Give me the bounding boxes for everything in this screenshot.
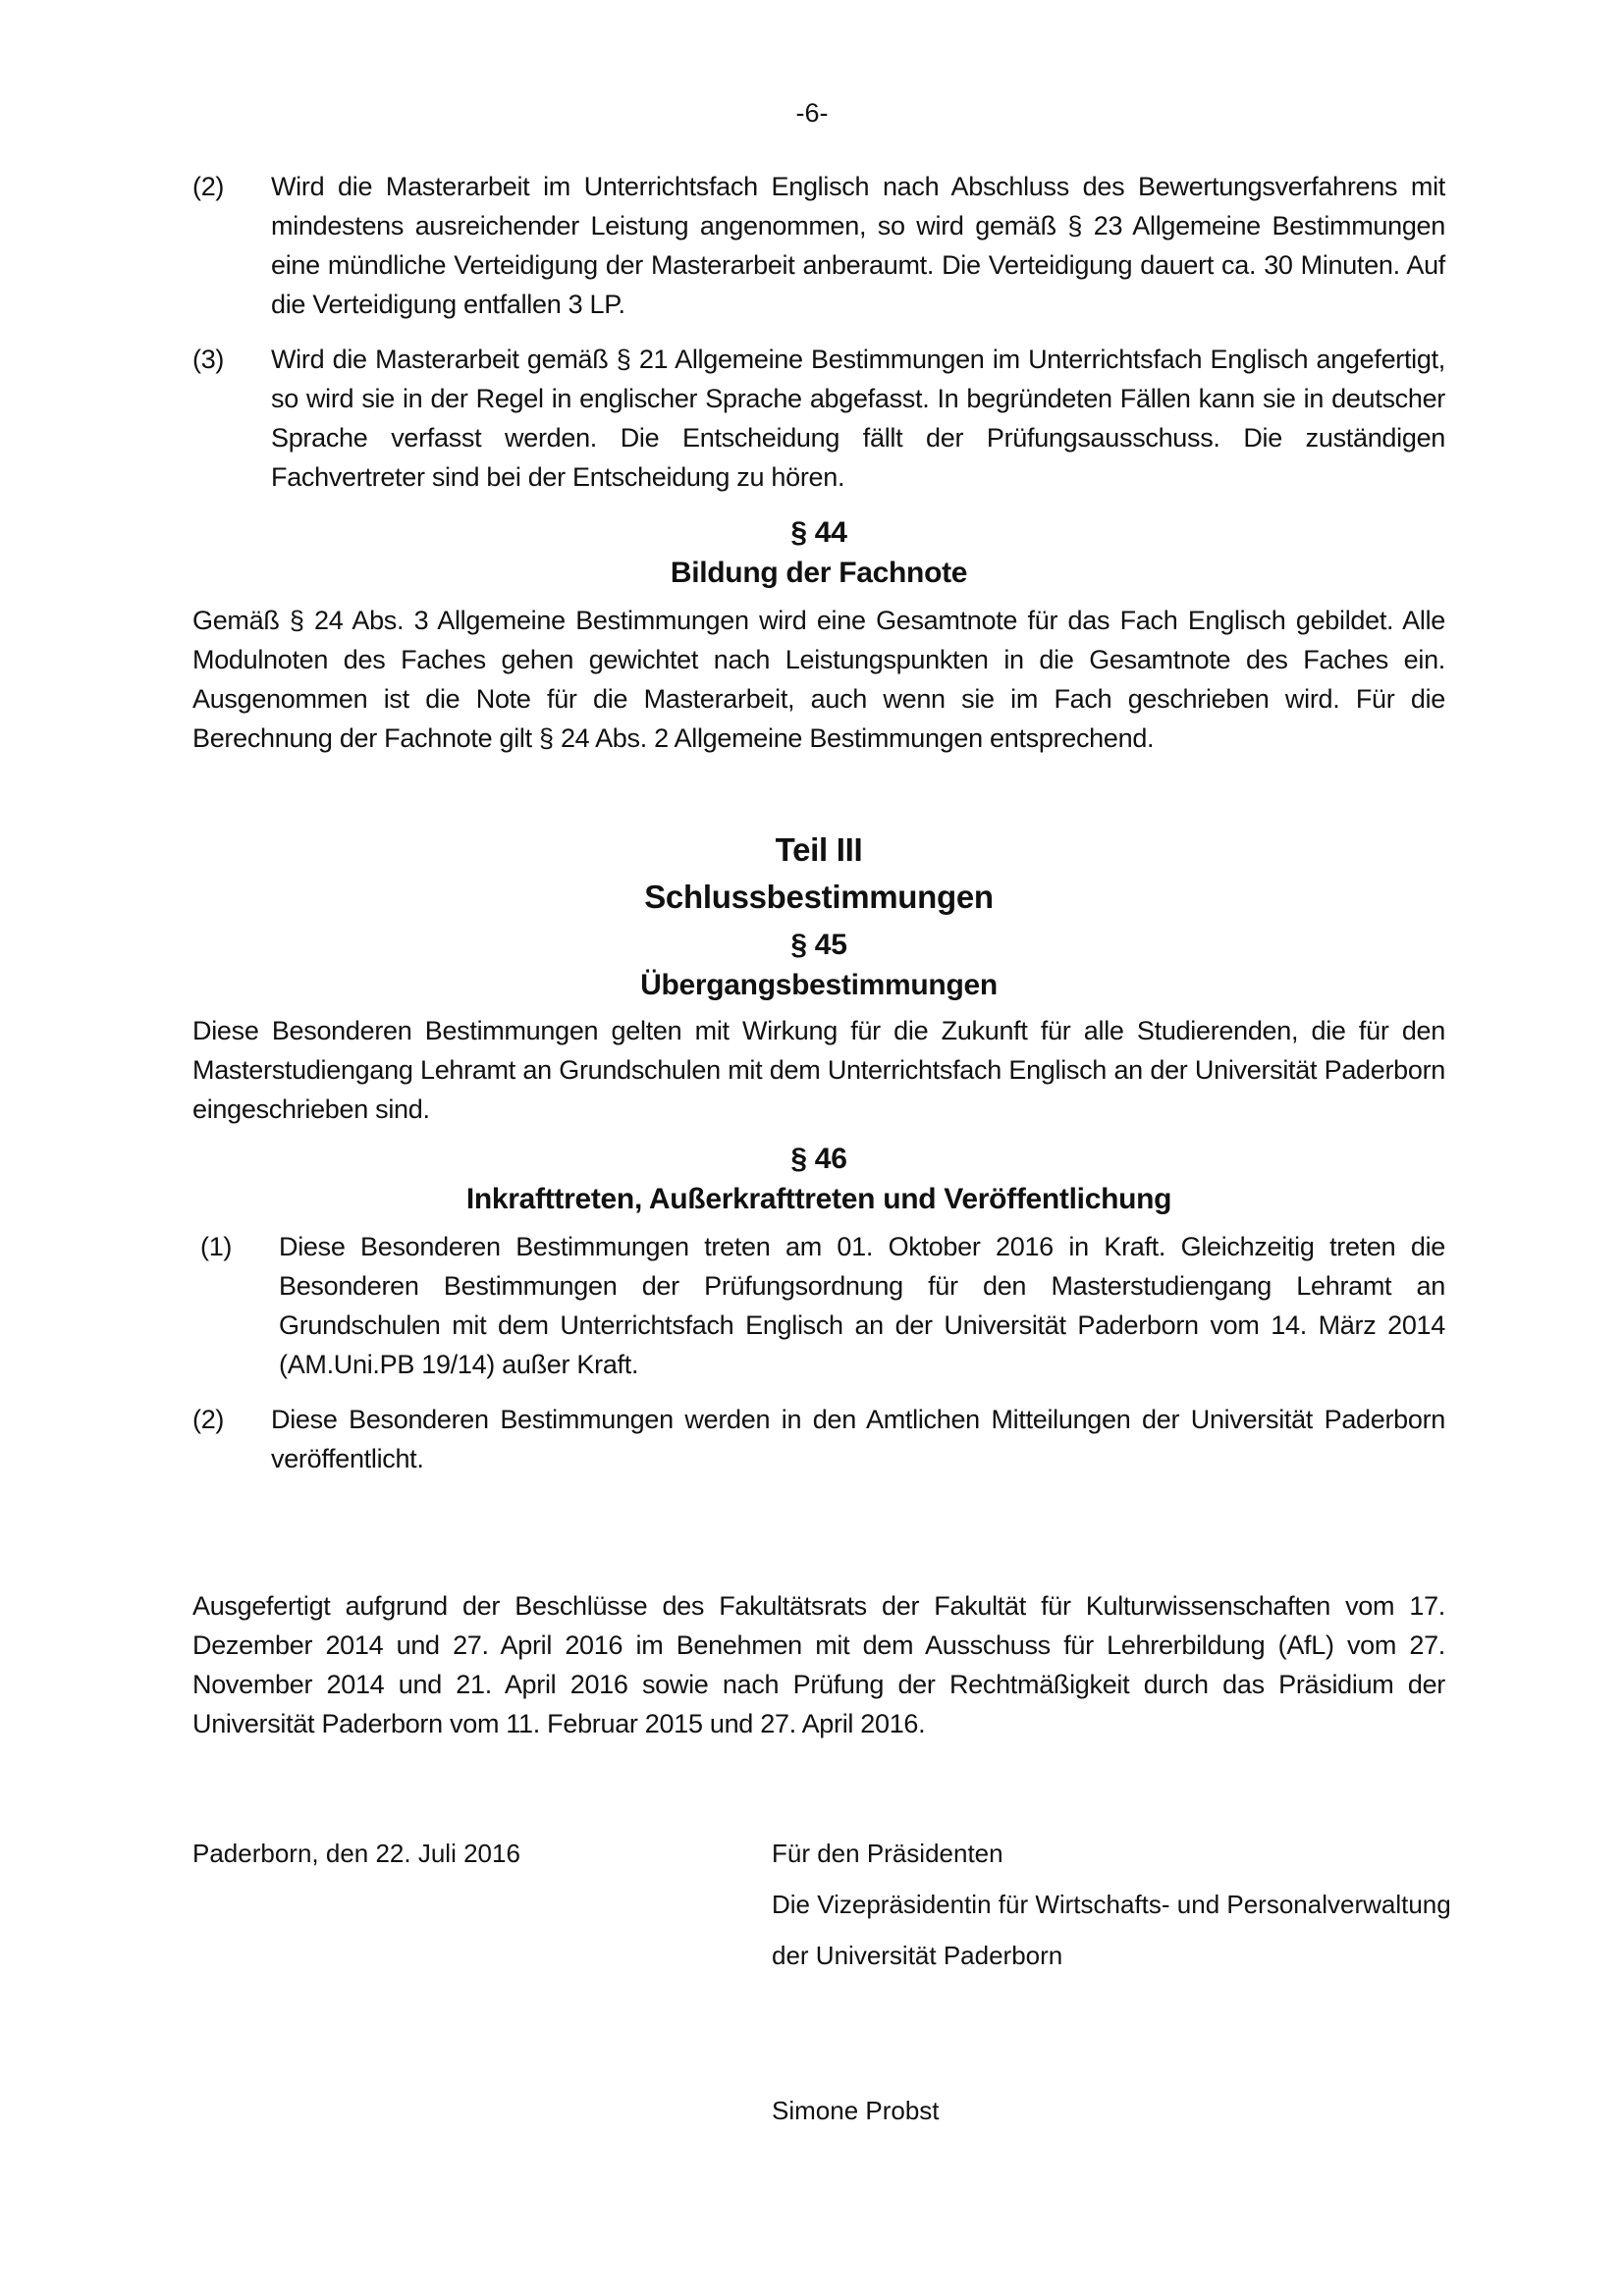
list-item bbox=[192, 167, 1445, 324]
signature-line-3: der Universität Paderborn bbox=[772, 1941, 1063, 1970]
item-text: Wird die Masterarbeit im Unterrichtsfach Englisch nach Abschluss des Bewertungsverfahrens mit mindestens ausreichender Leistung angenommen, so wird gemäß § 23 Allgemeine Bestimmungen eine mündliche Verteidigung der Masterarbeit anberaumt. Die Verteidigung dauert ca. 30 Minuten. Auf die Verteidigung entfallen 3 LP. bbox=[271, 172, 1445, 319]
section-46-number: § 46 bbox=[790, 1143, 847, 1175]
part-3-title: Schlussbestimmungen bbox=[644, 879, 994, 915]
section-44-number: § 44 bbox=[790, 516, 847, 549]
item-number: (1) bbox=[200, 1232, 233, 1261]
section-45-text: Diese Besonderen Bestimmungen gelten mit Wirkung für die Zukunft für alle Studierenden, die für den Masterstudiengang Lehramt an Grundschulen mit dem Unterrichtsfach Englisch an der Universität Paderborn eingeschrieben sind. bbox=[192, 1016, 1445, 1124]
part-3-label: Teil III bbox=[775, 831, 863, 868]
item-text: Wird die Masterarbeit gemäß § 21 Allgemeine Bestimmungen im Unterrichtsfach Englisch angefertigt, so wird sie in der Regel in englischer Sprache abgefasst. In begründeten Fällen kann sie in deutscher Sprache verfasst werden. Die Entscheidung fällt der Prüfungsausschuss. Die zuständigen Fachvertreter sind bei der Entscheidung zu hören. bbox=[271, 345, 1445, 492]
item-number: (3) bbox=[192, 345, 225, 374]
section-44-text: Gemäß § 24 Abs. 3 Allgemeine Bestimmungen wird eine Gesamtnote für das Fach Englisch gebildet. Alle Modulnoten des Faches gehen gewichtet nach Leistungspunkten in die Gesamtnote des Faches ein. Ausgenommen ist die Note für die Masterarbeit, auch wenn sie im Fach geschrieben wird. Für die Berechnung der Fachnote gilt § 24 Abs. 2 Allgemeine Bestimmungen entsprechend. bbox=[192, 606, 1445, 753]
item-number: (2) bbox=[192, 172, 225, 201]
list-item bbox=[192, 340, 1445, 497]
section-46-title: Inkrafttreten, Außerkrafttreten und Veröffentlichung bbox=[465, 1183, 1172, 1215]
item-text: Diese Besonderen Bestimmungen werden in den Amtlichen Mitteilungen der Universität Paderborn veröffentlicht. bbox=[271, 1405, 1445, 1473]
closing-text: Ausgefertigt aufgrund der Beschlüsse des Fakultätsrats der Fakultät für Kulturwissenschaften vom 17. Dezember 2014 und 27. April 2016 im Benehmen mit dem Ausschuss für Lehrerbildung (AfL) vom 27. November 2014 und 21. April 2016 sowie nach Prüfung der Rechtmäßigkeit durch das Präsidium der Universität Paderborn vom 11. Februar 2015 und 27. April 2016. bbox=[192, 1591, 1445, 1738]
section-44-title: Bildung der Fachnote bbox=[670, 557, 968, 589]
place-date: Paderborn, den 22. Juli 2016 bbox=[192, 1839, 520, 1868]
document-content bbox=[192, 167, 1445, 1743]
section-45-number: § 45 bbox=[790, 929, 847, 961]
signatory-name: Simone Probst bbox=[772, 2096, 940, 2125]
signature-line-2: Die Vizepräsidentin für Wirtschafts- und Personalverwaltung bbox=[772, 1890, 1451, 1919]
list-item bbox=[192, 1227, 1445, 1384]
item-number: (2) bbox=[192, 1405, 225, 1434]
list-item bbox=[192, 1400, 1445, 1478]
item-text: Diese Besonderen Bestimmungen treten am 01. Oktober 2016 in Kraft. Gleichzeitig treten die Besonderen Bestimmungen der Prüfungsordnung für den Masterstudiengang Lehramt an Grundschulen mit dem Unterrichtsfach Englisch an der Universität Paderborn vom 14. März 2014 (AM.Uni.PB 19/14) außer Kraft. bbox=[279, 1232, 1445, 1379]
page-number: -6- bbox=[795, 98, 829, 128]
section-45-title: Übergangsbestimmungen bbox=[640, 969, 998, 1001]
signature-line-1: Für den Präsidenten bbox=[772, 1839, 1003, 1868]
